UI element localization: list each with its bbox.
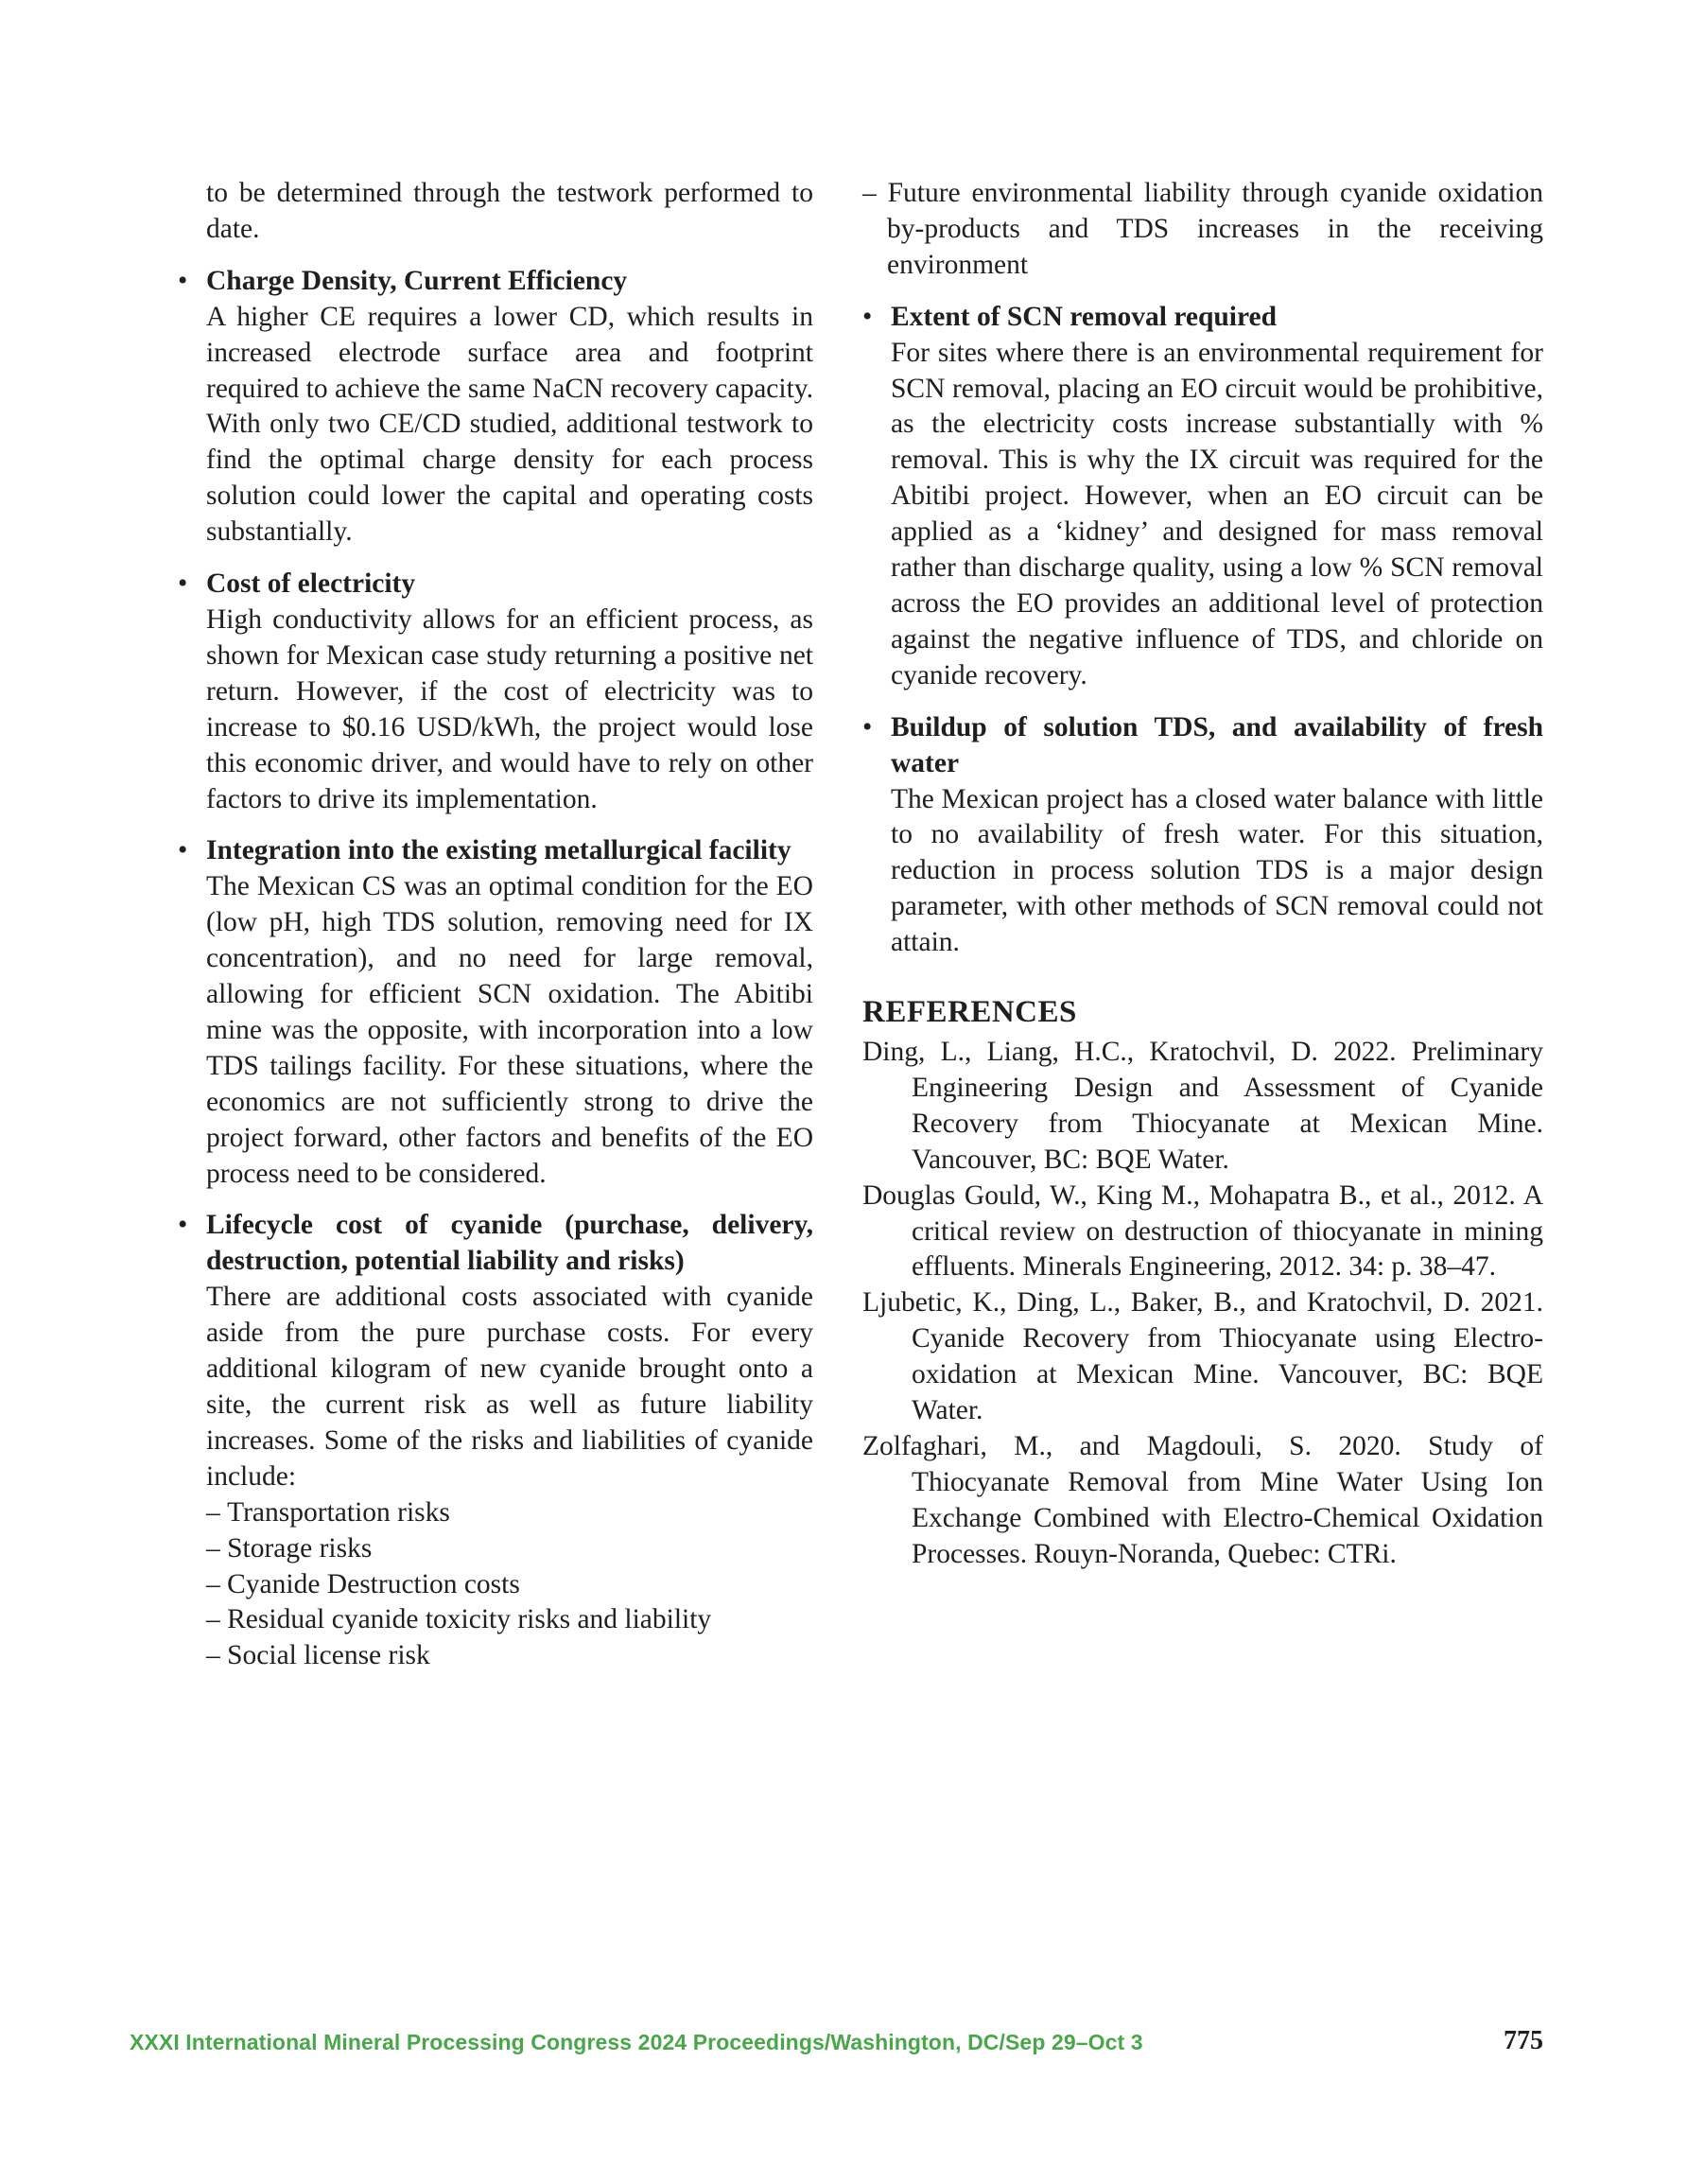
reference-item: Zolfaghari, M., and Magdouli, S. 2020. Study of Thiocyanate Removal from Mine Water Using Ion Exchange Combined with Electro-Chemical Oxidation Processes. Rouyn-Noranda, Quebec: CTRi. bbox=[862, 1431, 1543, 1569]
bullet-body: For sites where there is an environmental requirement for SCN removal, placing an EO circuit would be prohibitive, as the electricity costs increase substantially with % removal. This is why the IX circuit was required for the Abitibi project. However, when an EO circuit can be applied as a ‘kidney’ and designed for mass removal rather than discharge quality, using a low % SCN removal across the EO provides an additional level of protection against the negative influence of TDS, and chloride on cyanide recovery. bbox=[891, 337, 1543, 690]
footer-conference-title: XXXI International Mineral Processing Congress 2024 Proceedings/Washington, DC/Sep 29–Oct 3 bbox=[130, 2030, 1143, 2054]
page-number: 775 bbox=[1504, 2026, 1543, 2055]
bullet-body: A higher CE requires a lower CD, which results in increased electrode surface area and footprint required to achieve the same NaCN recovery capacity. With only two CE/CD studied, additional testwork to find the optimal charge density for each process solution could lower the capital and operating costs substantially. bbox=[206, 301, 813, 548]
reference-item: Ding, L., Liang, H.C., Kratochvil, D. 2022. Preliminary Engineering Design and Assessment of Cyanide Recovery from Thiocyanate at Mexican Mine. Vancouver, BC: BQE Water. bbox=[862, 1037, 1543, 1175]
reference-item: Douglas Gould, W., King M., Mohapatra B., et al., 2012. A critical review on destruction of thiocyanate in mining effluents. Minerals Engineering, 2012. 34: p. 38–47. bbox=[862, 1179, 1543, 1283]
intro-paragraph: to be determined through the testwork performed to date. bbox=[206, 178, 813, 244]
bullet-heading: • Charge Density, Current Efficiency bbox=[206, 265, 628, 296]
bullet-heading: • Buildup of solution TDS, and availability of fresh water bbox=[891, 711, 1543, 778]
left-column bbox=[178, 176, 813, 1674]
bullet-heading: • Cost of electricity bbox=[206, 568, 416, 600]
list-item: – Cyanide Destruction costs bbox=[206, 1567, 813, 1603]
bullet-heading: • Lifecycle cost of cyanide (purchase, delivery, destruction, potential liability and risks) bbox=[206, 1210, 813, 1277]
bullet-charge-density bbox=[178, 264, 813, 550]
list-item: – Future environmental liability through cyanide oxidation by-products and TDS increases in the receiving environment bbox=[862, 176, 1543, 284]
bullet-tds-buildup bbox=[862, 710, 1543, 961]
bullet-scn-removal bbox=[862, 300, 1543, 694]
list-item: – Transportation risks bbox=[206, 1495, 813, 1531]
bullet-cost-of-electricity bbox=[178, 567, 813, 817]
right-column bbox=[862, 176, 1543, 1573]
reference-item: Ljubetic, K., Ding, L., Baker, B., and Kratochvil, D. 2021. Cyanide Recovery from Thiocyanate using Electro-oxidation at Mexican Mine. Vancouver, BC: BQE Water. bbox=[862, 1287, 1543, 1426]
bullet-integration bbox=[178, 833, 813, 1192]
bullet-heading: • Integration into the existing metallurgical facility bbox=[206, 835, 791, 866]
list-item: – Storage risks bbox=[206, 1531, 813, 1567]
bullet-body: There are additional costs associated with cyanide aside from the pure purchase costs. For every additional kilogram of new cyanide brought onto a site, the current risk as well as future liability increases. Some of the risks and liabilities of cyanide include: bbox=[206, 1282, 813, 1492]
references-heading: REFERENCES bbox=[862, 995, 1077, 1030]
bullet-lifecycle-cost bbox=[178, 1208, 813, 1674]
list-item: – Residual cyanide toxicity risks and liability bbox=[206, 1602, 813, 1638]
list-item: – Social license risk bbox=[206, 1638, 813, 1674]
bullet-body: The Mexican project has a closed water balance with little to no availability of fresh water. For this situation, reduction in process solution TDS is a major design parameter, with other methods of SCN removal could not attain. bbox=[891, 783, 1543, 958]
bullet-heading: • Extent of SCN removal required bbox=[891, 301, 1278, 332]
bullet-body: The Mexican CS was an optimal condition for the EO (low pH, high TDS solution, removing need for IX concentration), and no need for large removal, allowing for efficient SCN oxidation. The Abitibi mine was the opposite, with incorporation into a low TDS tailings facility. For these situations, where the economics are not sufficiently strong to drive the project forward, other factors and benefits of the EO process need to be considered. bbox=[206, 871, 813, 1189]
risk-list bbox=[206, 1495, 813, 1675]
bullet-body: High conductivity allows for an efficient process, as shown for Mexican case study returning a positive net return. However, if the cost of electricity was to increase to $0.16 USD/kWh, the project would lose this economic driver, and would have to rely on other factors to drive its implementation. bbox=[206, 603, 813, 814]
continued-risk-list bbox=[862, 176, 1543, 284]
